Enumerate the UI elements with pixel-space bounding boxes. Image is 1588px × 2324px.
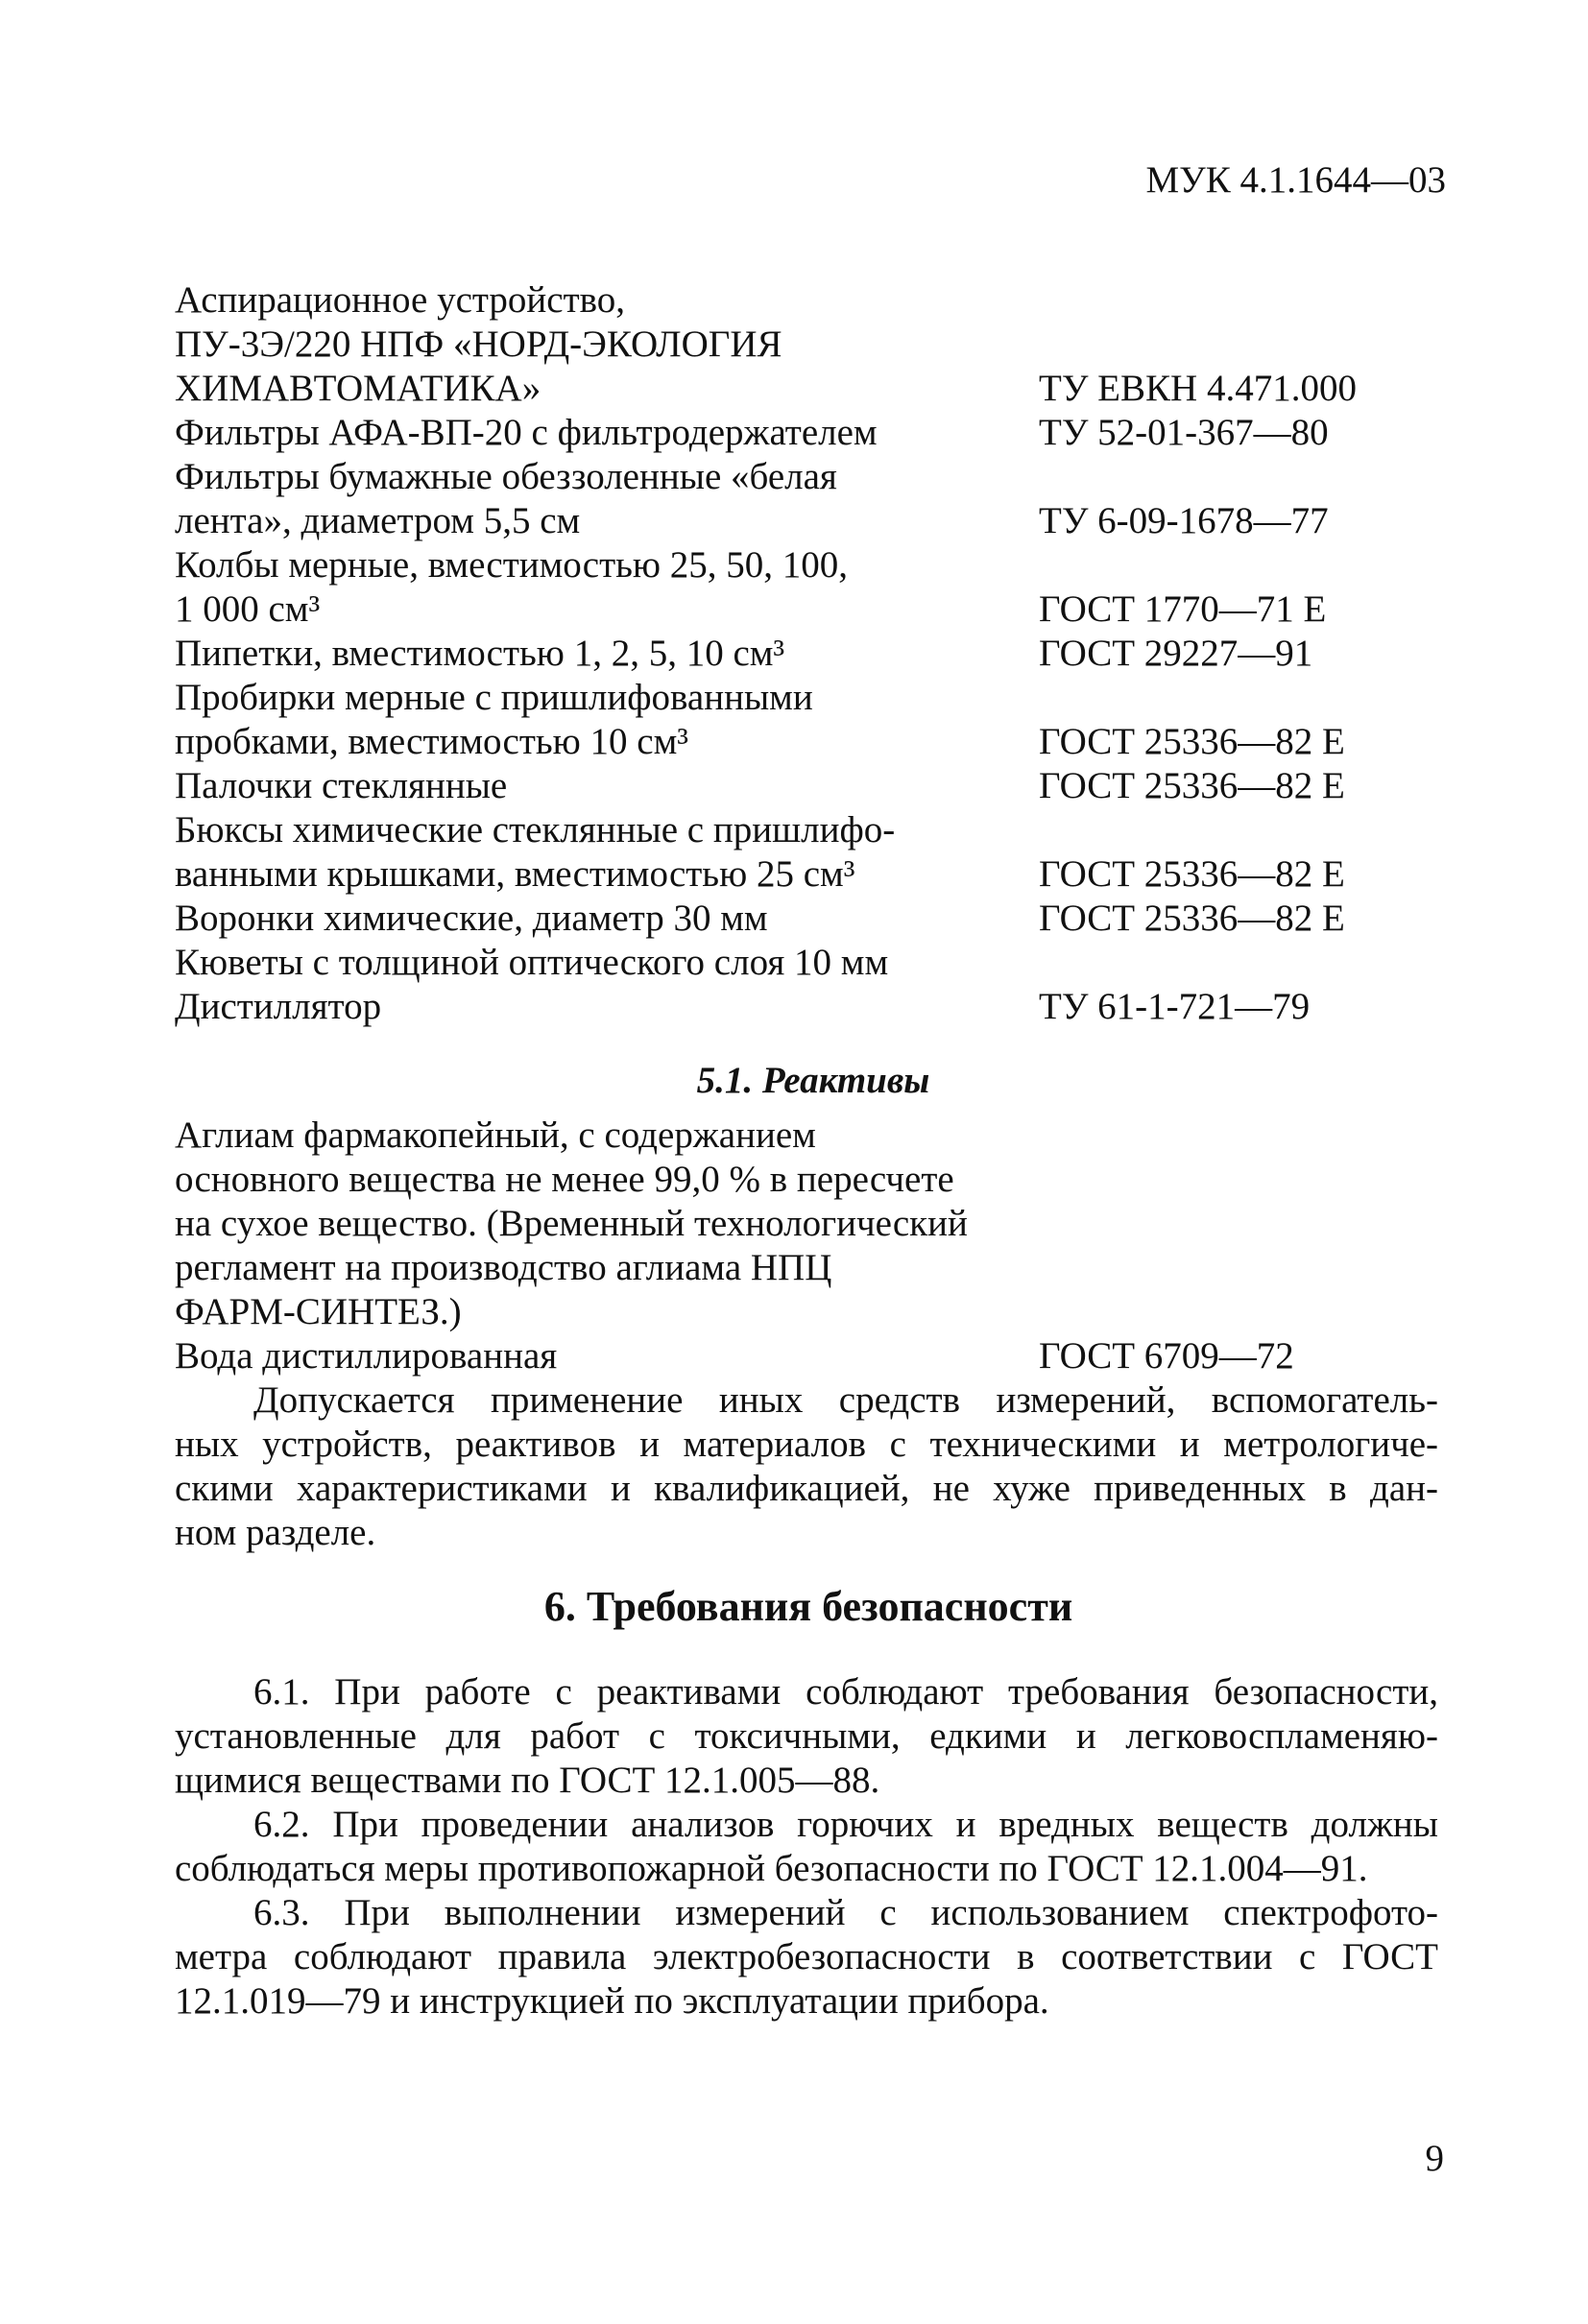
equipment-name-line: Кюветы с толщиной оптического слоя 10 мм — [175, 942, 889, 983]
equipment-row — [175, 985, 1423, 1029]
note-line: Допускается применение иных средств измерений, вспомогатель- — [253, 1379, 1438, 1421]
equipment-name-line: 1 000 см³ — [175, 588, 321, 630]
safety-paragraph-2 — [175, 1803, 1438, 1891]
reagents-heading: 5.1. Реактивы — [696, 1060, 930, 1101]
equipment-standard: ГОСТ 25336—82 Е — [1039, 853, 1345, 895]
note-line: скими характеристиками и квалификацией, не хуже приведенных в дан- — [175, 1468, 1438, 1509]
equipment-row — [175, 897, 1423, 941]
water-name: Вода дистиллированная — [175, 1335, 558, 1377]
equipment-row — [175, 411, 1423, 455]
equipment-row — [175, 455, 1423, 543]
paragraph-line: установленные для работ с токсичными, едкими и легковоспламеняю- — [175, 1715, 1438, 1757]
safety-heading: 6. Требования безопасности — [543, 1583, 1073, 1630]
equipment-row — [175, 543, 1423, 632]
equipment-row — [175, 941, 1423, 985]
equipment-name-line: лента», диаметром 5,5 см — [175, 500, 581, 541]
safety-paragraph-1 — [175, 1670, 1438, 1803]
equipment-name-line: Пробирки мерные с пришлифованными — [175, 677, 813, 718]
equipment-name-line: Пипетки, вместимостью 1, 2, 5, 10 см³ — [175, 633, 785, 674]
equipment-standard: ТУ ЕВКН 4.471.000 — [1039, 368, 1357, 409]
equipment-standard: ГОСТ 25336—82 Е — [1039, 898, 1345, 939]
equipment-list — [175, 278, 1423, 1029]
equipment-name-line: Воронки химические, диаметр 30 мм — [175, 898, 768, 939]
equipment-name-line: пробками, вместимостью 10 см³ — [175, 721, 688, 762]
equipment-standard: ГОСТ 25336—82 Е — [1039, 765, 1345, 806]
equipment-name-line: ванными крышками, вместимостью 25 см³ — [175, 853, 855, 895]
equipment-name-line: ПУ-3Э/220 НПФ «НОРД-ЭКОЛОГИЯ — [175, 323, 782, 365]
equipment-standard: ГОСТ 29227—91 — [1039, 633, 1313, 674]
equipment-standard: ТУ 61-1-721—79 — [1039, 986, 1311, 1027]
substitution-note — [175, 1378, 1438, 1555]
safety-paragraph-3 — [175, 1891, 1438, 2024]
paragraph-line: 6.1. При работе с реактивами соблюдают требования безопасности, — [253, 1671, 1438, 1713]
equipment-name-line: Дистиллятор — [175, 986, 382, 1027]
equipment-name-line: Фильтры АФА-ВП-20 с фильтродержателем — [175, 412, 878, 453]
paragraph-line: щимися веществами по ГОСТ 12.1.005—88. — [175, 1760, 880, 1801]
equipment-standard: ГОСТ 1770—71 Е — [1039, 588, 1327, 630]
note-line: ных устройств, реактивов и материалов с техническими и метрологиче- — [175, 1424, 1438, 1465]
aglium-line: регламент на производство аглиама НПЦ — [175, 1247, 832, 1288]
aglium-line: Аглиам фармакопейный, с содержанием — [175, 1114, 816, 1156]
equipment-name-line: Палочки стеклянные — [175, 765, 508, 806]
equipment-row — [175, 278, 1423, 411]
reagents-list — [175, 1114, 1423, 1378]
water-row — [175, 1334, 1423, 1378]
equipment-row — [175, 632, 1423, 676]
aglium-line: основного вещества не менее 99,0 % в пересчете — [175, 1159, 954, 1200]
aglium-description — [175, 1114, 1077, 1334]
equipment-name-line: ХИМАВТОМАТИКА» — [175, 368, 541, 409]
equipment-row — [175, 676, 1423, 764]
equipment-name-line: Фильтры бумажные обеззоленные «белая — [175, 456, 837, 497]
paragraph-line: 6.2. При проведении анализов горючих и вредных веществ должны — [253, 1804, 1438, 1845]
note-line: ном разделе. — [175, 1512, 376, 1553]
equipment-name-line: Бюксы химические стеклянные с пришлифо- — [175, 809, 896, 851]
equipment-row — [175, 808, 1423, 897]
equipment-row — [175, 764, 1423, 808]
paragraph-line: 6.3. При выполнении измерений с использованием спектрофото- — [253, 1892, 1438, 1933]
page-number: 9 — [1425, 2138, 1444, 2179]
equipment-name-line: Колбы мерные, вместимостью 25, 50, 100, — [175, 544, 849, 586]
equipment-name-line: Аспирационное устройство, — [175, 279, 626, 321]
paragraph-line: 12.1.019—79 и инструкцией по эксплуатации прибора. — [175, 1980, 1049, 2022]
paragraph-line: метра соблюдают правила электробезопасности в соответствии с ГОСТ — [175, 1936, 1438, 1977]
aglium-line: ФАРМ-СИНТЕЗ.) — [175, 1291, 462, 1332]
equipment-standard: ТУ 6-09-1678—77 — [1039, 500, 1329, 541]
equipment-standard: ТУ 52-01-367—80 — [1039, 412, 1329, 453]
aglium-line: на сухое вещество. (Временный технологический — [175, 1203, 968, 1244]
equipment-standard: ГОСТ 25336—82 Е — [1039, 721, 1345, 762]
water-standard: ГОСТ 6709—72 — [1039, 1335, 1294, 1377]
document-code: МУК 4.1.1644—03 — [1145, 159, 1446, 201]
paragraph-line: соблюдаться меры противопожарной безопасности по ГОСТ 12.1.004—91. — [175, 1848, 1368, 1889]
